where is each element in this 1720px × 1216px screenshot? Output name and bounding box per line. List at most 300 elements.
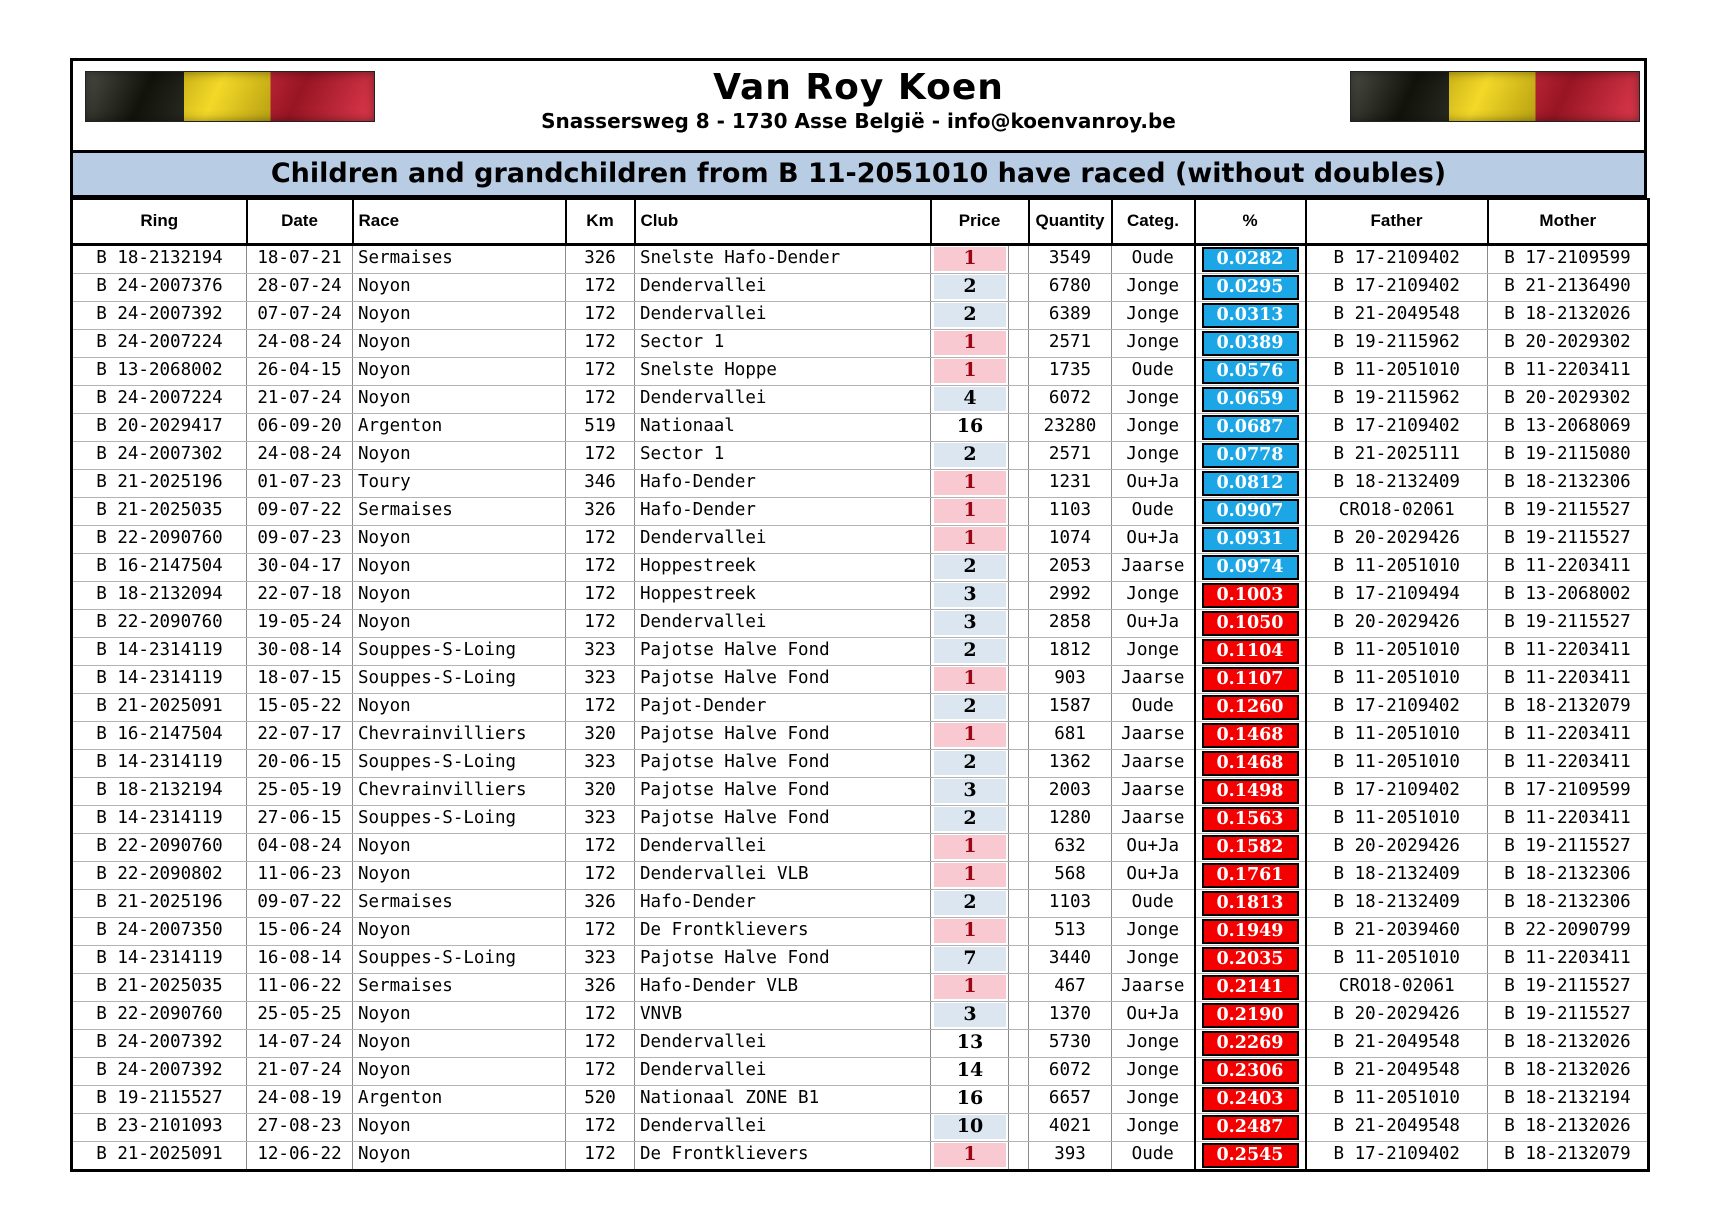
category-cell: Jonge: [1112, 273, 1195, 301]
date-cell: 14-07-24: [247, 1029, 353, 1057]
mother-cell: B 19-2115527: [1488, 833, 1649, 861]
date-cell: 28-07-24: [247, 273, 353, 301]
table-row: [72, 833, 1649, 861]
quantity-cell: 467: [1029, 973, 1112, 1001]
percent-badge: 0.0659: [1202, 387, 1299, 412]
quantity-cell: 1231: [1029, 469, 1112, 497]
price-cell: [931, 749, 1009, 777]
club-cell: Dendervallei: [635, 525, 931, 553]
date-cell: 11-06-23: [247, 861, 353, 889]
spacer-cell: [1009, 581, 1029, 609]
price-cell: [931, 413, 1009, 441]
category-cell: Oude: [1112, 244, 1195, 273]
price-cell: [931, 945, 1009, 973]
km-cell: 346: [566, 469, 635, 497]
quantity-cell: 1370: [1029, 1001, 1112, 1029]
percent-badge: 0.1582: [1202, 835, 1299, 860]
father-cell: B 21-2049548: [1306, 1113, 1488, 1141]
spacer-cell: [1009, 329, 1029, 357]
ring-cell: B 22-2090760: [72, 833, 247, 861]
date-cell: 18-07-21: [247, 244, 353, 273]
category-cell: Jonge: [1112, 1029, 1195, 1057]
price-cell: [931, 329, 1009, 357]
percent-cell: [1195, 553, 1306, 581]
spacer-cell: [1009, 244, 1029, 273]
mother-cell: B 18-2132026: [1488, 1029, 1649, 1057]
father-cell: B 21-2049548: [1306, 1029, 1488, 1057]
mother-cell: B 11-2203411: [1488, 945, 1649, 973]
km-cell: 172: [566, 553, 635, 581]
mother-cell: B 20-2029302: [1488, 329, 1649, 357]
quantity-cell: 6657: [1029, 1085, 1112, 1113]
table-row: [72, 525, 1649, 553]
category-cell: Ou+Ja: [1112, 609, 1195, 637]
percent-cell: [1195, 693, 1306, 721]
table-row: [72, 777, 1649, 805]
father-cell: B 21-2039460: [1306, 917, 1488, 945]
table-row: [72, 553, 1649, 581]
table-row: [72, 581, 1649, 609]
quantity-cell: 2571: [1029, 441, 1112, 469]
percent-badge: 0.1563: [1202, 807, 1299, 832]
spacer-cell: [1009, 889, 1029, 917]
mother-cell: B 13-2068002: [1488, 581, 1649, 609]
category-cell: Jonge: [1112, 1085, 1195, 1113]
percent-cell: [1195, 525, 1306, 553]
category-cell: Oude: [1112, 693, 1195, 721]
percent-badge: 0.0282: [1202, 247, 1299, 272]
price-cell: [931, 273, 1009, 301]
spacer-cell: [1009, 861, 1029, 889]
spacer-cell: [1009, 273, 1029, 301]
column-header-club: Club: [635, 199, 931, 244]
km-cell: 172: [566, 357, 635, 385]
percent-cell: [1195, 441, 1306, 469]
spacer-cell: [1009, 945, 1029, 973]
ring-cell: B 21-2025196: [72, 889, 247, 917]
quantity-cell: 2858: [1029, 609, 1112, 637]
price-badge: 3: [934, 611, 1006, 635]
race-cell: Noyon: [353, 917, 566, 945]
price-badge: 3: [934, 583, 1006, 607]
price-badge: 1: [934, 667, 1006, 691]
price-cell: [931, 1057, 1009, 1085]
km-cell: 323: [566, 665, 635, 693]
column-header-categ: Categ.: [1112, 199, 1195, 244]
table-row: [72, 973, 1649, 1001]
race-cell: Noyon: [353, 833, 566, 861]
column-header-father: Father: [1306, 199, 1488, 244]
km-cell: 323: [566, 945, 635, 973]
ring-cell: B 22-2090760: [72, 1001, 247, 1029]
percent-cell: [1195, 469, 1306, 497]
percent-cell: [1195, 777, 1306, 805]
father-cell: B 21-2025111: [1306, 441, 1488, 469]
ring-cell: B 22-2090760: [72, 609, 247, 637]
quantity-cell: 2053: [1029, 553, 1112, 581]
table-row: [72, 385, 1649, 413]
spacer-cell: [1009, 1085, 1029, 1113]
price-cell: [931, 637, 1009, 665]
category-cell: Jonge: [1112, 1113, 1195, 1141]
price-badge: 16: [934, 1087, 1006, 1111]
father-cell: B 20-2029426: [1306, 1001, 1488, 1029]
race-cell: Noyon: [353, 693, 566, 721]
mother-cell: B 11-2203411: [1488, 357, 1649, 385]
ring-cell: B 18-2132094: [72, 581, 247, 609]
club-cell: Nationaal ZONE B1: [635, 1085, 931, 1113]
father-cell: B 19-2115962: [1306, 385, 1488, 413]
quantity-cell: 1280: [1029, 805, 1112, 833]
percent-cell: [1195, 385, 1306, 413]
mother-cell: B 19-2115080: [1488, 441, 1649, 469]
price-cell: [931, 805, 1009, 833]
price-badge: 2: [934, 695, 1006, 719]
date-cell: 12-06-22: [247, 1141, 353, 1170]
percent-cell: [1195, 329, 1306, 357]
ring-cell: B 24-2007350: [72, 917, 247, 945]
father-cell: CRO18-02061: [1306, 497, 1488, 525]
column-header-mother: Mother: [1488, 199, 1649, 244]
date-cell: 24-08-24: [247, 441, 353, 469]
quantity-cell: 568: [1029, 861, 1112, 889]
race-cell: Noyon: [353, 385, 566, 413]
price-badge: 2: [934, 275, 1006, 299]
spacer-cell: [1009, 301, 1029, 329]
price-cell: [931, 301, 1009, 329]
category-cell: Jaarse: [1112, 665, 1195, 693]
km-cell: 172: [566, 833, 635, 861]
table-row: [72, 1113, 1649, 1141]
club-cell: Dendervallei: [635, 385, 931, 413]
price-cell: [931, 665, 1009, 693]
percent-badge: 0.0931: [1202, 527, 1299, 552]
price-cell: [931, 385, 1009, 413]
category-cell: Jonge: [1112, 917, 1195, 945]
race-cell: Noyon: [353, 1001, 566, 1029]
mother-cell: B 19-2115527: [1488, 1001, 1649, 1029]
price-cell: [931, 1113, 1009, 1141]
quantity-cell: 681: [1029, 721, 1112, 749]
price-badge: 13: [934, 1031, 1006, 1055]
mother-cell: B 18-2132306: [1488, 861, 1649, 889]
race-cell: Sermaises: [353, 889, 566, 917]
father-cell: B 17-2109402: [1306, 777, 1488, 805]
club-cell: Pajotse Halve Fond: [635, 749, 931, 777]
quantity-cell: 903: [1029, 665, 1112, 693]
percent-badge: 0.2035: [1202, 947, 1299, 972]
category-cell: Jaarse: [1112, 749, 1195, 777]
race-cell: Chevrainvilliers: [353, 777, 566, 805]
percent-badge: 0.0313: [1202, 303, 1299, 328]
date-cell: 07-07-24: [247, 301, 353, 329]
percent-cell: [1195, 805, 1306, 833]
ring-cell: B 14-2314119: [72, 637, 247, 665]
spacer-cell: [1009, 357, 1029, 385]
race-cell: Noyon: [353, 1113, 566, 1141]
mother-cell: B 18-2132079: [1488, 1141, 1649, 1170]
race-cell: Noyon: [353, 581, 566, 609]
spacer-cell: [1009, 441, 1029, 469]
percent-badge: 0.2141: [1202, 975, 1299, 1000]
spacer-cell: [1009, 469, 1029, 497]
percent-cell: [1195, 357, 1306, 385]
ring-cell: B 13-2068002: [72, 357, 247, 385]
club-cell: De Frontklievers: [635, 917, 931, 945]
ring-cell: B 24-2007392: [72, 301, 247, 329]
category-cell: Jonge: [1112, 385, 1195, 413]
percent-cell: [1195, 244, 1306, 273]
price-cell: [931, 244, 1009, 273]
father-cell: B 19-2115962: [1306, 329, 1488, 357]
father-cell: B 11-2051010: [1306, 749, 1488, 777]
category-cell: Oude: [1112, 1141, 1195, 1170]
category-cell: Jaarse: [1112, 805, 1195, 833]
spacer-cell: [1009, 637, 1029, 665]
km-cell: 172: [566, 581, 635, 609]
date-cell: 11-06-22: [247, 973, 353, 1001]
race-cell: Souppes-S-Loing: [353, 637, 566, 665]
percent-badge: 0.2269: [1202, 1031, 1299, 1056]
quantity-cell: 2571: [1029, 329, 1112, 357]
date-cell: 21-07-24: [247, 1057, 353, 1085]
table-row: [72, 1141, 1649, 1170]
table-row: [72, 749, 1649, 777]
quantity-cell: 6389: [1029, 301, 1112, 329]
percent-badge: 0.2306: [1202, 1059, 1299, 1084]
table-row: [72, 609, 1649, 637]
category-cell: Ou+Ja: [1112, 833, 1195, 861]
ring-cell: B 19-2115527: [72, 1085, 247, 1113]
quantity-cell: 23280: [1029, 413, 1112, 441]
spacer-cell: [1009, 693, 1029, 721]
price-badge: 7: [934, 947, 1006, 971]
category-cell: Ou+Ja: [1112, 1001, 1195, 1029]
quantity-cell: 513: [1029, 917, 1112, 945]
km-cell: 320: [566, 777, 635, 805]
km-cell: 172: [566, 1141, 635, 1170]
date-cell: 24-08-19: [247, 1085, 353, 1113]
percent-badge: 0.1003: [1202, 583, 1299, 608]
mother-cell: B 18-2132026: [1488, 1057, 1649, 1085]
km-cell: 520: [566, 1085, 635, 1113]
price-badge: 2: [934, 443, 1006, 467]
quantity-cell: 632: [1029, 833, 1112, 861]
race-cell: Sermaises: [353, 244, 566, 273]
race-cell: Souppes-S-Loing: [353, 749, 566, 777]
father-cell: B 21-2049548: [1306, 1057, 1488, 1085]
club-cell: Hafo-Dender: [635, 889, 931, 917]
table-row: [72, 301, 1649, 329]
table-row: [72, 1085, 1649, 1113]
price-badge: 3: [934, 1003, 1006, 1027]
percent-badge: 0.1761: [1202, 863, 1299, 888]
percent-badge: 0.2190: [1202, 1003, 1299, 1028]
percent-badge: 0.0974: [1202, 555, 1299, 580]
father-cell: CRO18-02061: [1306, 973, 1488, 1001]
spacer-cell: [1009, 553, 1029, 581]
km-cell: 326: [566, 973, 635, 1001]
table-row: [72, 665, 1649, 693]
date-cell: 22-07-18: [247, 581, 353, 609]
club-cell: VNVB: [635, 1001, 931, 1029]
price-badge: 16: [934, 415, 1006, 439]
category-cell: Oude: [1112, 889, 1195, 917]
percent-badge: 0.1468: [1202, 723, 1299, 748]
results-table: [70, 198, 1650, 1172]
category-cell: Jonge: [1112, 441, 1195, 469]
race-cell: Souppes-S-Loing: [353, 805, 566, 833]
ring-cell: B 24-2007376: [72, 273, 247, 301]
club-cell: Pajotse Halve Fond: [635, 777, 931, 805]
club-cell: Pajotse Halve Fond: [635, 945, 931, 973]
km-cell: 172: [566, 525, 635, 553]
km-cell: 172: [566, 1001, 635, 1029]
category-cell: Jonge: [1112, 1057, 1195, 1085]
table-row: [72, 889, 1649, 917]
km-cell: 172: [566, 1057, 635, 1085]
mother-cell: B 18-2132306: [1488, 469, 1649, 497]
mother-cell: B 17-2109599: [1488, 244, 1649, 273]
club-cell: Hafo-Dender: [635, 469, 931, 497]
km-cell: 323: [566, 805, 635, 833]
mother-cell: B 19-2115527: [1488, 973, 1649, 1001]
ring-cell: B 18-2132194: [72, 777, 247, 805]
ring-cell: B 22-2090802: [72, 861, 247, 889]
belgian-flag-icon: [85, 71, 375, 122]
percent-cell: [1195, 1057, 1306, 1085]
category-cell: Ou+Ja: [1112, 469, 1195, 497]
ring-cell: B 24-2007302: [72, 441, 247, 469]
percent-badge: 0.1107: [1202, 667, 1299, 692]
table-row: [72, 413, 1649, 441]
spacer-cell: [1009, 497, 1029, 525]
category-cell: Ou+Ja: [1112, 861, 1195, 889]
spacer-cell: [1009, 1141, 1029, 1170]
club-cell: Dendervallei: [635, 301, 931, 329]
date-cell: 19-05-24: [247, 609, 353, 637]
mother-cell: B 18-2132079: [1488, 693, 1649, 721]
table-row: [72, 693, 1649, 721]
document-content: [70, 58, 1647, 1172]
spacer-cell: [1009, 385, 1029, 413]
table-row: [72, 945, 1649, 973]
date-cell: 26-04-15: [247, 357, 353, 385]
club-cell: Dendervallei: [635, 1029, 931, 1057]
mother-cell: B 19-2115527: [1488, 609, 1649, 637]
percent-badge: 0.0389: [1202, 331, 1299, 356]
ring-cell: B 24-2007224: [72, 385, 247, 413]
date-cell: 01-07-23: [247, 469, 353, 497]
price-badge: 2: [934, 751, 1006, 775]
mother-cell: B 18-2132194: [1488, 1085, 1649, 1113]
spacer-cell: [1009, 413, 1029, 441]
column-header-km: Km: [566, 199, 635, 244]
price-badge: 1: [934, 863, 1006, 887]
percent-cell: [1195, 581, 1306, 609]
date-cell: 06-09-20: [247, 413, 353, 441]
price-badge: 1: [934, 835, 1006, 859]
ring-cell: B 14-2314119: [72, 945, 247, 973]
percent-cell: [1195, 945, 1306, 973]
table-row: [72, 1057, 1649, 1085]
price-cell: [931, 357, 1009, 385]
father-cell: B 11-2051010: [1306, 945, 1488, 973]
quantity-cell: 4021: [1029, 1113, 1112, 1141]
address-line: Snassersweg 8 - 1730 Asse België - info@koenvanroy.be: [541, 109, 1176, 133]
spacer-cell: [1009, 609, 1029, 637]
mother-cell: B 19-2115527: [1488, 525, 1649, 553]
km-cell: 172: [566, 693, 635, 721]
category-cell: Jaarse: [1112, 777, 1195, 805]
table-row: [72, 329, 1649, 357]
category-cell: Oude: [1112, 357, 1195, 385]
table-row: [72, 637, 1649, 665]
price-badge: 1: [934, 471, 1006, 495]
table-row: [72, 441, 1649, 469]
race-cell: Noyon: [353, 1057, 566, 1085]
father-cell: B 17-2109402: [1306, 413, 1488, 441]
mother-cell: B 13-2068069: [1488, 413, 1649, 441]
ring-cell: B 24-2007392: [72, 1057, 247, 1085]
price-badge: 1: [934, 919, 1006, 943]
category-cell: Jonge: [1112, 637, 1195, 665]
mother-cell: B 11-2203411: [1488, 665, 1649, 693]
category-cell: Jonge: [1112, 329, 1195, 357]
price-badge: 1: [934, 975, 1006, 999]
price-cell: [931, 497, 1009, 525]
spacer-cell: [1009, 1029, 1029, 1057]
km-cell: 172: [566, 861, 635, 889]
price-cell: [931, 833, 1009, 861]
father-cell: B 11-2051010: [1306, 357, 1488, 385]
mother-cell: B 18-2132306: [1488, 889, 1649, 917]
km-cell: 326: [566, 244, 635, 273]
price-badge: 2: [934, 639, 1006, 663]
club-cell: Pajotse Halve Fond: [635, 637, 931, 665]
quantity-cell: 393: [1029, 1141, 1112, 1170]
table-row: [72, 497, 1649, 525]
club-cell: De Frontklievers: [635, 1141, 931, 1170]
father-cell: B 17-2109402: [1306, 244, 1488, 273]
km-cell: 172: [566, 273, 635, 301]
race-cell: Noyon: [353, 1141, 566, 1170]
header-row: [72, 199, 1649, 244]
date-cell: 09-07-23: [247, 525, 353, 553]
ring-cell: B 23-2101093: [72, 1113, 247, 1141]
race-cell: Noyon: [353, 553, 566, 581]
ring-cell: B 21-2025035: [72, 497, 247, 525]
quantity-cell: 1074: [1029, 525, 1112, 553]
date-cell: 22-07-17: [247, 721, 353, 749]
price-cell: [931, 917, 1009, 945]
ring-cell: B 14-2314119: [72, 749, 247, 777]
father-cell: B 11-2051010: [1306, 805, 1488, 833]
price-cell: [931, 861, 1009, 889]
race-cell: Argenton: [353, 1085, 566, 1113]
table-row: [72, 357, 1649, 385]
percent-badge: 0.2403: [1202, 1087, 1299, 1112]
club-cell: Sector 1: [635, 441, 931, 469]
price-cell: [931, 721, 1009, 749]
price-badge: 1: [934, 723, 1006, 747]
club-cell: Hafo-Dender VLB: [635, 973, 931, 1001]
ring-cell: B 21-2025196: [72, 469, 247, 497]
ring-cell: B 14-2314119: [72, 665, 247, 693]
mother-cell: B 22-2090799: [1488, 917, 1649, 945]
race-cell: Chevrainvilliers: [353, 721, 566, 749]
date-cell: 18-07-15: [247, 665, 353, 693]
